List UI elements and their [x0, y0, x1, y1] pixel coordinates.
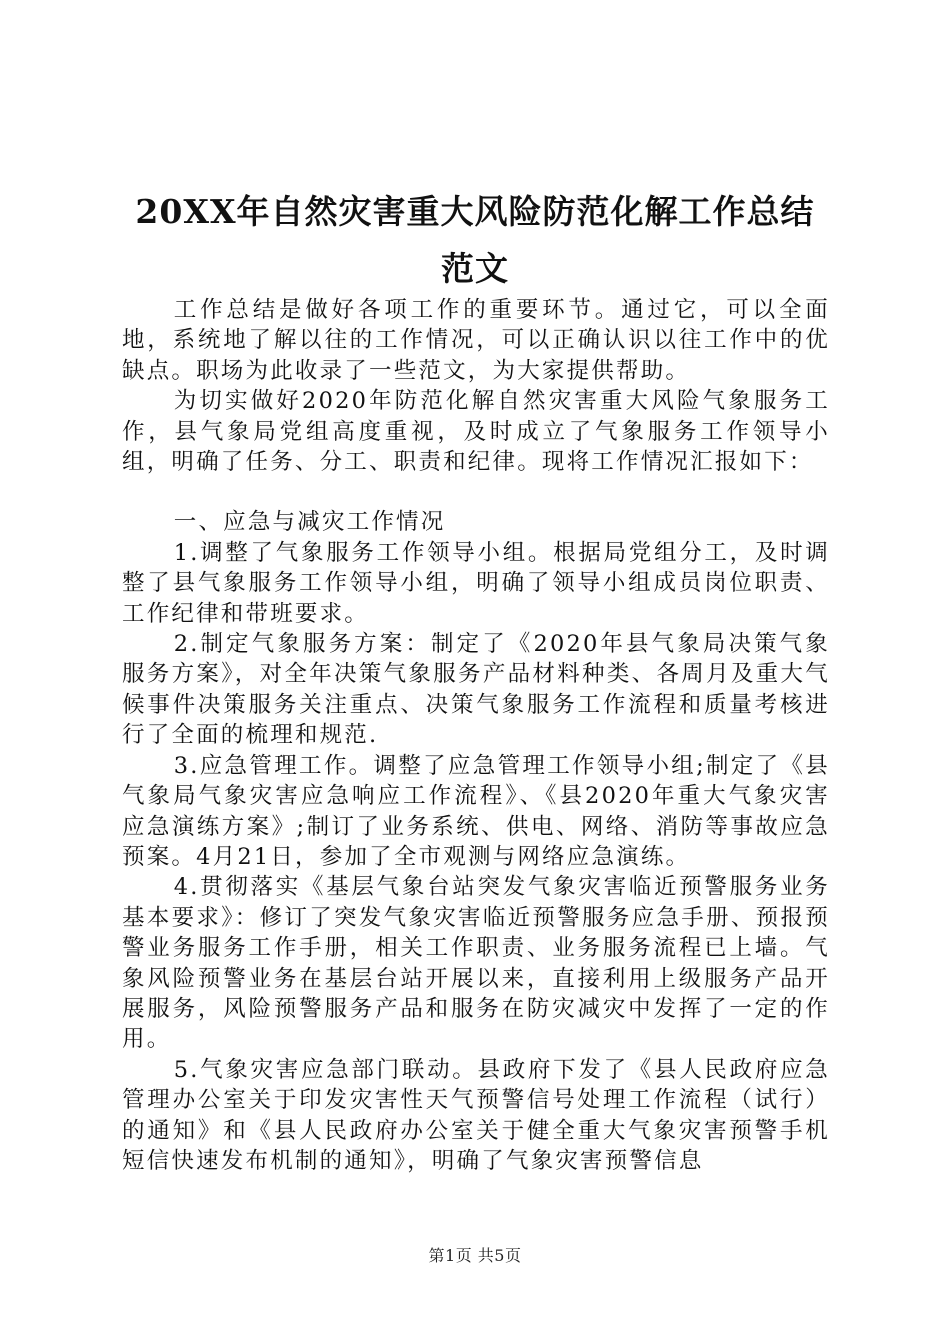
paragraph-item-4: 4.贯彻落实《基层气象台站突发气象灾害临近预警服务业务基本要求》：修订了突发气象灾害临近预警服务应急手册、预报预警业务服务工作手册，相关工作职责、业务服务流程已上墙。气象风险预警业务在基层台站开展以来，直接利用上级服务产品开展服务，风险预警服务产品和服务在防灾减灾中发挥了一定的作用。 [122, 874, 830, 1053]
document-title-line-1: 20XX年自然灾害重大风险防范化解工作总结 [135, 192, 815, 231]
document-title-line-2: 范文 [441, 249, 509, 288]
paragraph-overview: 为切实做好2020年防范化解自然灾害重大风险气象服务工作，县气象局党组高度重视，及时成立了气象服务工作领导小组，明确了任务、分工、职责和纪律。现将工作情况汇报如下： [122, 388, 830, 476]
paragraph-item-2: 2.制定气象服务方案：制定了《2020年县气象局决策气象服务方案》，对全年决策气象服务产品材料种类、各周月及重大气候事件决策服务关注重点、决策气象服务工作流程和质量考核进行了全面的梳理和规范. [122, 631, 830, 749]
paragraph-item-1: 1.调整了气象服务工作领导小组。根据局党组分工，及时调整了县气象服务工作领导小组，明确了领导小组成员岗位职责、工作纪律和带班要求。 [122, 539, 830, 627]
paragraph-intro: 工作总结是做好各项工作的重要环节。通过它，可以全面地，系统地了解以往的工作情况，可以正确认识以往工作中的优缺点。职场为此收录了一些范文，为大家提供帮助。 [122, 297, 830, 384]
paragraph-item-3: 3.应急管理工作。调整了应急管理工作领导小组;制定了《县气象局气象灾害应急响应工作流程》、《县2020年重大气象灾害应急演练方案》;制订了业务系统、供电、网络、消防等事故应急预案。4月21日，参加了全市观测与网络应急演练。 [122, 752, 830, 870]
section-heading: 一、应急与减灾工作情况 [173, 509, 446, 536]
document-body [122, 295, 830, 1176]
page-footer: 第1页 共5页 [428, 1246, 522, 1265]
paragraph-item-5: 5.气象灾害应急部门联动。县政府下发了《县人民政府应急管理办公室关于印发灾害性天气预警信号处理工作流程（试行）的通知》和《县人民政府办公室关于健全重大气象灾害预警手机短信快速发布机制的通知》，明确了气象灾害预警信息 [122, 1056, 830, 1174]
